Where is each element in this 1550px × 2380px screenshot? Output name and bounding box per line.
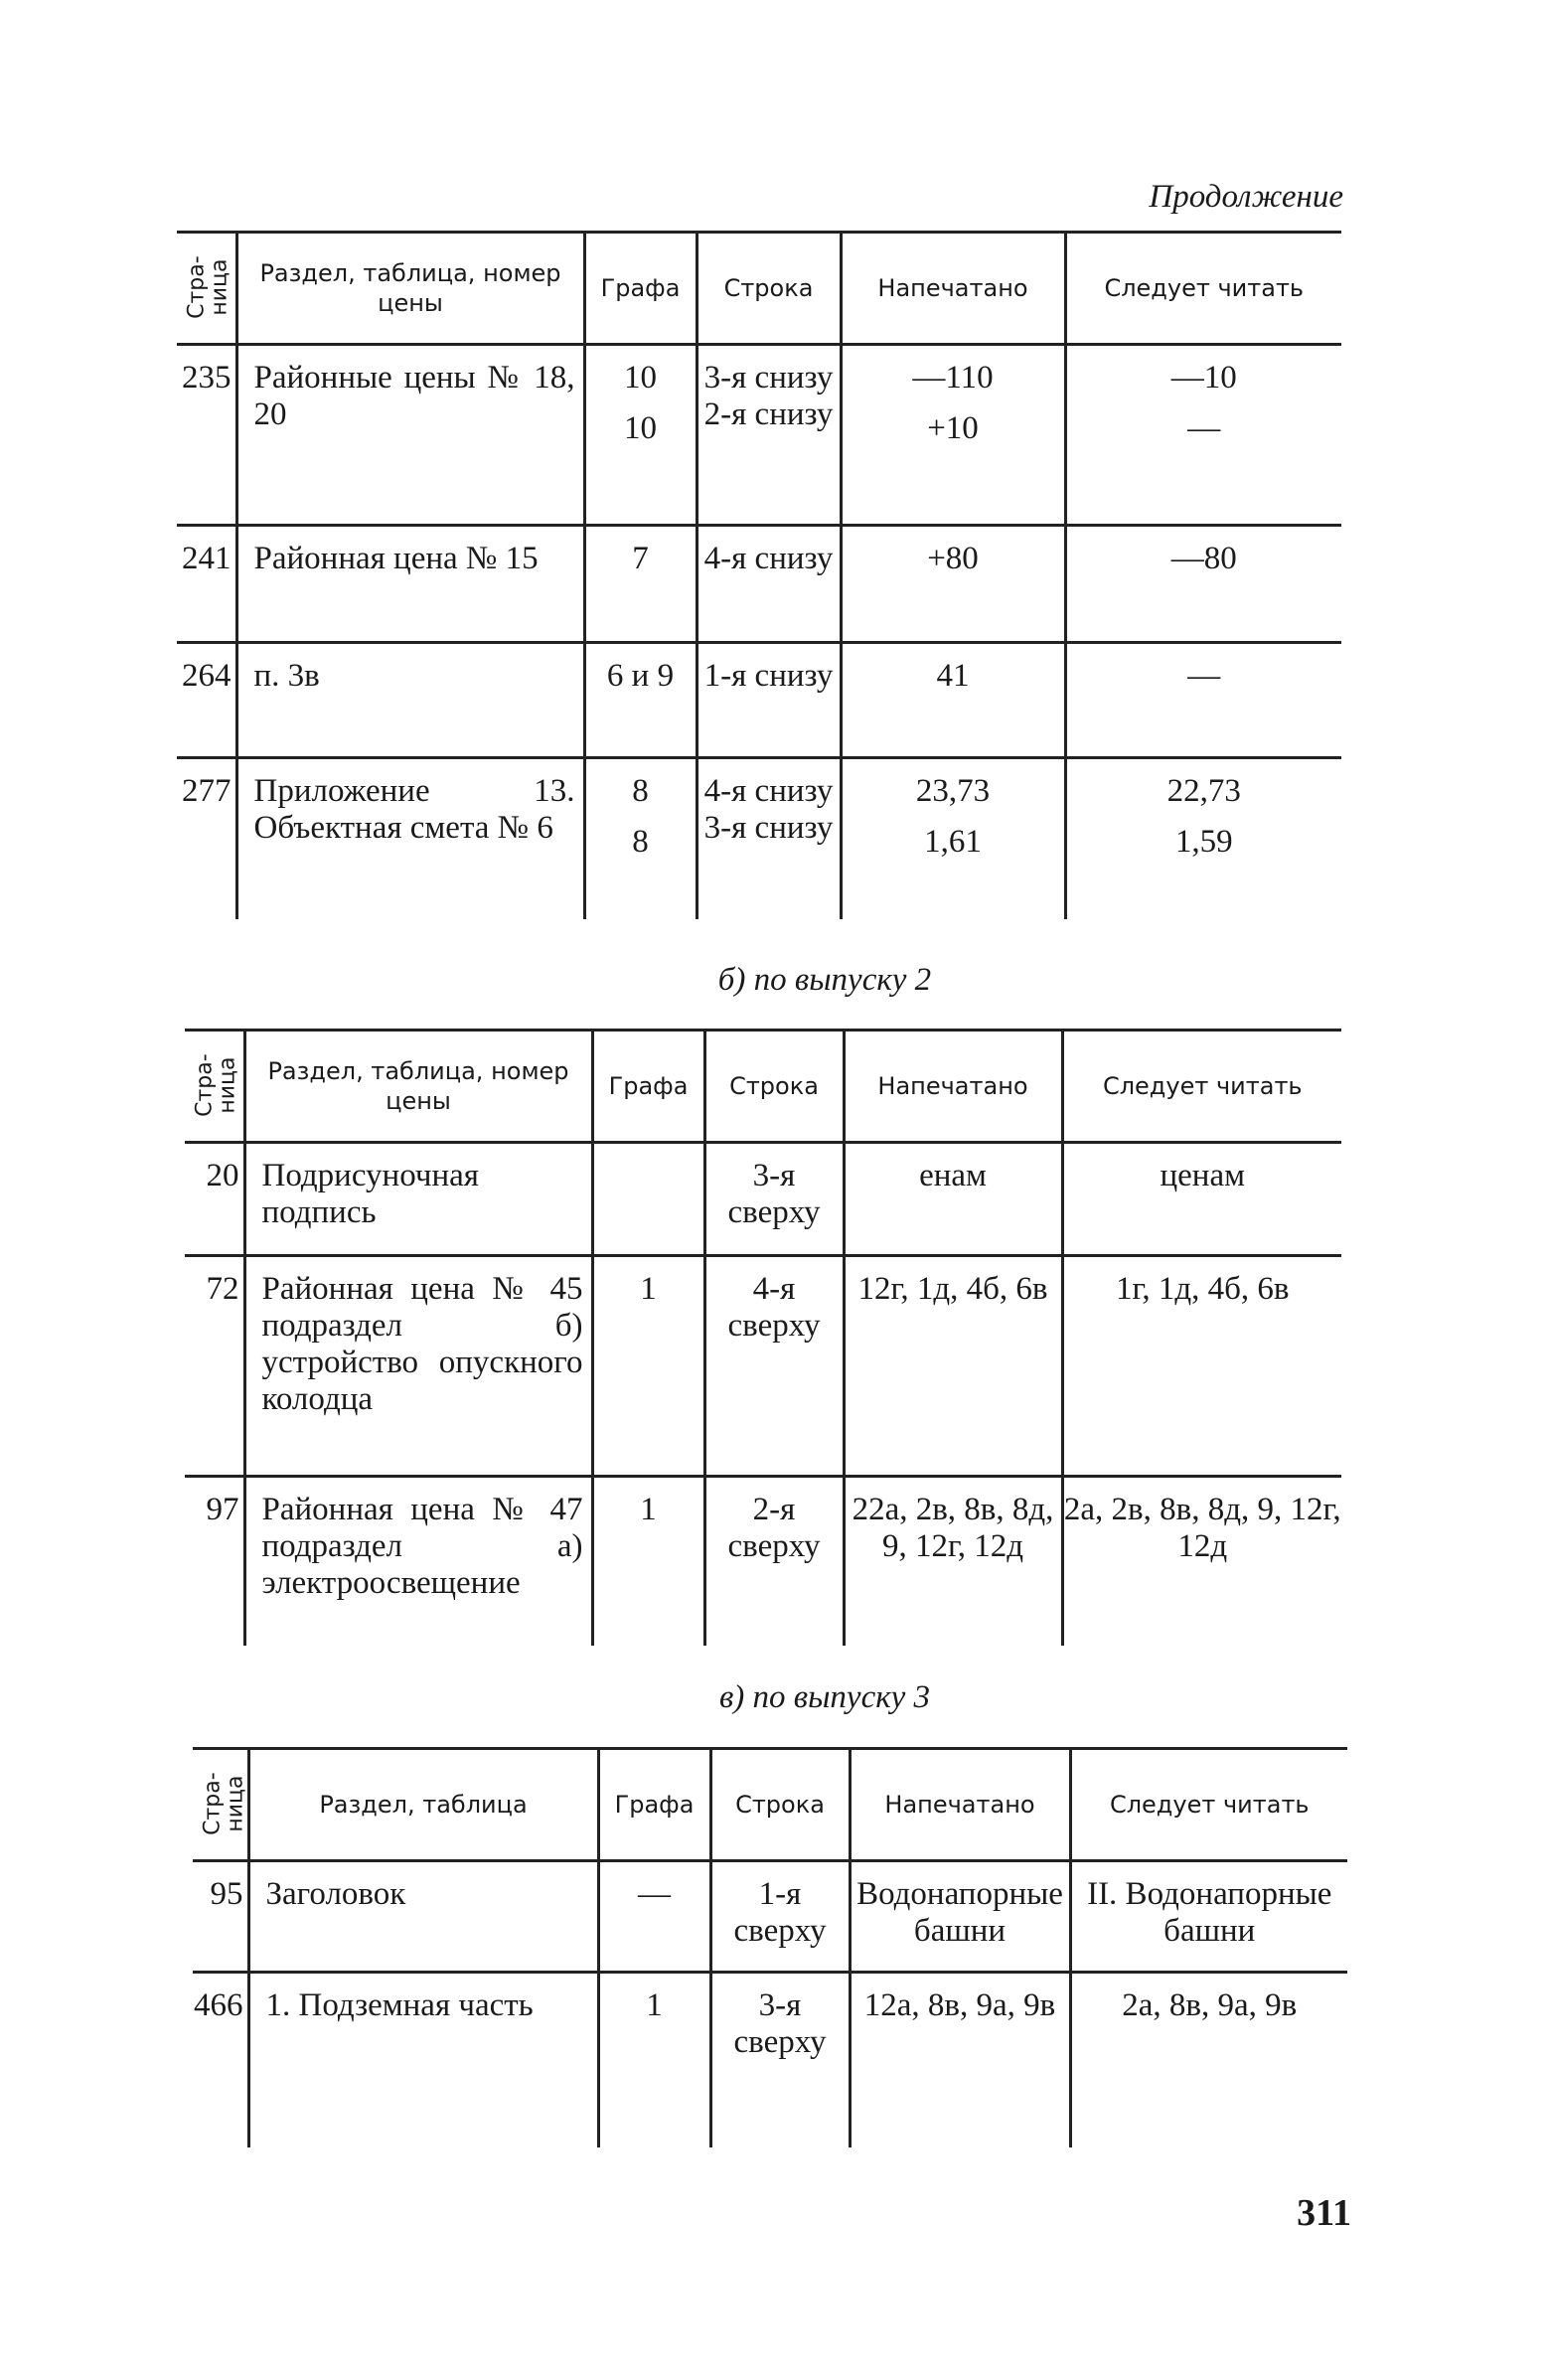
header-should-read: Следует читать	[1062, 1031, 1341, 1143]
header-page: Стра- ница	[185, 1031, 244, 1143]
header-section: Раздел, таблица, номер цены	[244, 1031, 592, 1143]
cell-printed: 23,73 1,61	[841, 758, 1065, 919]
table-row	[193, 1973, 1347, 2147]
cell-line: 3-я снизу 2-я снизу	[697, 345, 841, 526]
cell-section: п. 3в	[236, 643, 584, 758]
header-line: Строка	[704, 1031, 844, 1143]
cell-column	[592, 1143, 704, 1256]
cell-column: 8 8	[584, 758, 697, 919]
cell-page: 466	[193, 1973, 248, 2147]
cell-should-read: —80	[1065, 526, 1341, 643]
cell-page: 97	[185, 1477, 244, 1646]
cell-column: 10 10	[584, 345, 697, 526]
table-row	[177, 643, 1341, 758]
cell-line: 2-я сверху	[704, 1477, 844, 1646]
cell-column: 1	[592, 1256, 704, 1477]
cell-printed: 12а, 8в, 9а, 9в	[850, 1973, 1070, 2147]
cell-should-read: —10 —	[1065, 345, 1341, 526]
cell-column: 7	[584, 526, 697, 643]
cell-page: 72	[185, 1256, 244, 1477]
header-column: Графа	[584, 233, 697, 345]
header-line: Строка	[697, 233, 841, 345]
cell-should-read: 2а, 8в, 9а, 9в	[1070, 1973, 1347, 2147]
table-row	[177, 526, 1341, 643]
cell-line: 4-я сверху	[704, 1256, 844, 1477]
header-line: Строка	[710, 1749, 850, 1861]
section-subtitle-3: в) по выпуску 3	[718, 1679, 931, 1715]
header-page: Стра- ница	[177, 233, 236, 345]
cell-line: 1-я снизу	[697, 643, 841, 758]
cell-page: 20	[206, 1158, 239, 1193]
cell-line: 3-я сверху	[704, 1143, 844, 1256]
cell-column: 1	[598, 1973, 710, 2147]
errata-table-2	[185, 1029, 1341, 1646]
cell-line: 4-я снизу 3-я снизу	[697, 758, 841, 919]
table-header-row	[177, 233, 1341, 345]
errata-table-3	[193, 1747, 1347, 2147]
header-page: Стра- ница	[193, 1749, 248, 1861]
cell-page: 95	[210, 1876, 243, 1912]
cell-should-read: —	[1065, 643, 1341, 758]
header-printed: Напечатано	[841, 233, 1065, 345]
table-row	[185, 1477, 1341, 1646]
cell-section: 1. Подземная часть	[248, 1973, 598, 2147]
table-header-row	[185, 1031, 1341, 1143]
page-number: 311	[1297, 2192, 1351, 2234]
header-column: Графа	[592, 1031, 704, 1143]
cell-section: Районная цена № 15	[236, 526, 584, 643]
header-printed: Напечатано	[844, 1031, 1062, 1143]
cell-section: Районная цена № 47 подраздел а) электроосвещение	[244, 1477, 592, 1646]
cell-column: —	[598, 1861, 710, 1973]
header-should-read: Следует читать	[1065, 233, 1341, 345]
cell-page: 277	[177, 758, 236, 919]
cell-should-read: 2а, 2в, 8в, 8д, 9, 12г, 12д	[1062, 1477, 1341, 1646]
continuation-label: Продолжение	[1149, 179, 1343, 215]
cell-section: Заголовок	[248, 1861, 598, 1973]
cell-printed: 41	[841, 643, 1065, 758]
table-row	[185, 1256, 1341, 1477]
cell-printed: енам	[844, 1143, 1062, 1256]
header-section: Раздел, таблица, номер цены	[236, 233, 584, 345]
cell-section: Районные цены № 18, 20	[236, 345, 584, 526]
cell-line: 4-я снизу	[697, 526, 841, 643]
cell-printed: 12г, 1д, 4б, 6в	[844, 1256, 1062, 1477]
cell-section: Подрисуночная подпись	[244, 1143, 592, 1256]
cell-column: 1	[592, 1477, 704, 1646]
cell-should-read: 22,73 1,59	[1065, 758, 1341, 919]
header-column: Графа	[598, 1749, 710, 1861]
table-row	[177, 758, 1341, 919]
cell-should-read: ценам	[1062, 1143, 1341, 1256]
cell-should-read: 1г, 1д, 4б, 6в	[1062, 1256, 1341, 1477]
errata-table-1	[177, 231, 1341, 919]
cell-printed: —110 +10	[841, 345, 1065, 526]
cell-section: Приложение 13. Объектная смета № 6	[236, 758, 584, 919]
cell-section: Районная цена № 45 подраздел б) устройство опускного колодца	[244, 1256, 592, 1477]
cell-should-read: II. Водонапорные башни	[1070, 1861, 1347, 1973]
cell-page: 235	[182, 360, 232, 396]
cell-printed: Водонапорные башни	[850, 1861, 1070, 1973]
table-header-row	[193, 1749, 1347, 1861]
header-printed: Напечатано	[850, 1749, 1070, 1861]
header-section: Раздел, таблица	[248, 1749, 598, 1861]
cell-line: 1-я сверху	[710, 1861, 850, 1973]
section-subtitle-2: б) по выпуску 2	[717, 962, 932, 998]
cell-printed: +80	[841, 526, 1065, 643]
cell-page: 241	[177, 526, 236, 643]
table-row	[177, 345, 1341, 526]
cell-page: 264	[177, 643, 236, 758]
table-row	[185, 1143, 1341, 1256]
cell-column: 6 и 9	[584, 643, 697, 758]
header-should-read: Следует читать	[1070, 1749, 1347, 1861]
cell-line: 3-я сверху	[710, 1973, 850, 2147]
cell-printed: 22а, 2в, 8в, 8д, 9, 12г, 12д	[844, 1477, 1062, 1646]
table-row	[193, 1861, 1347, 1973]
